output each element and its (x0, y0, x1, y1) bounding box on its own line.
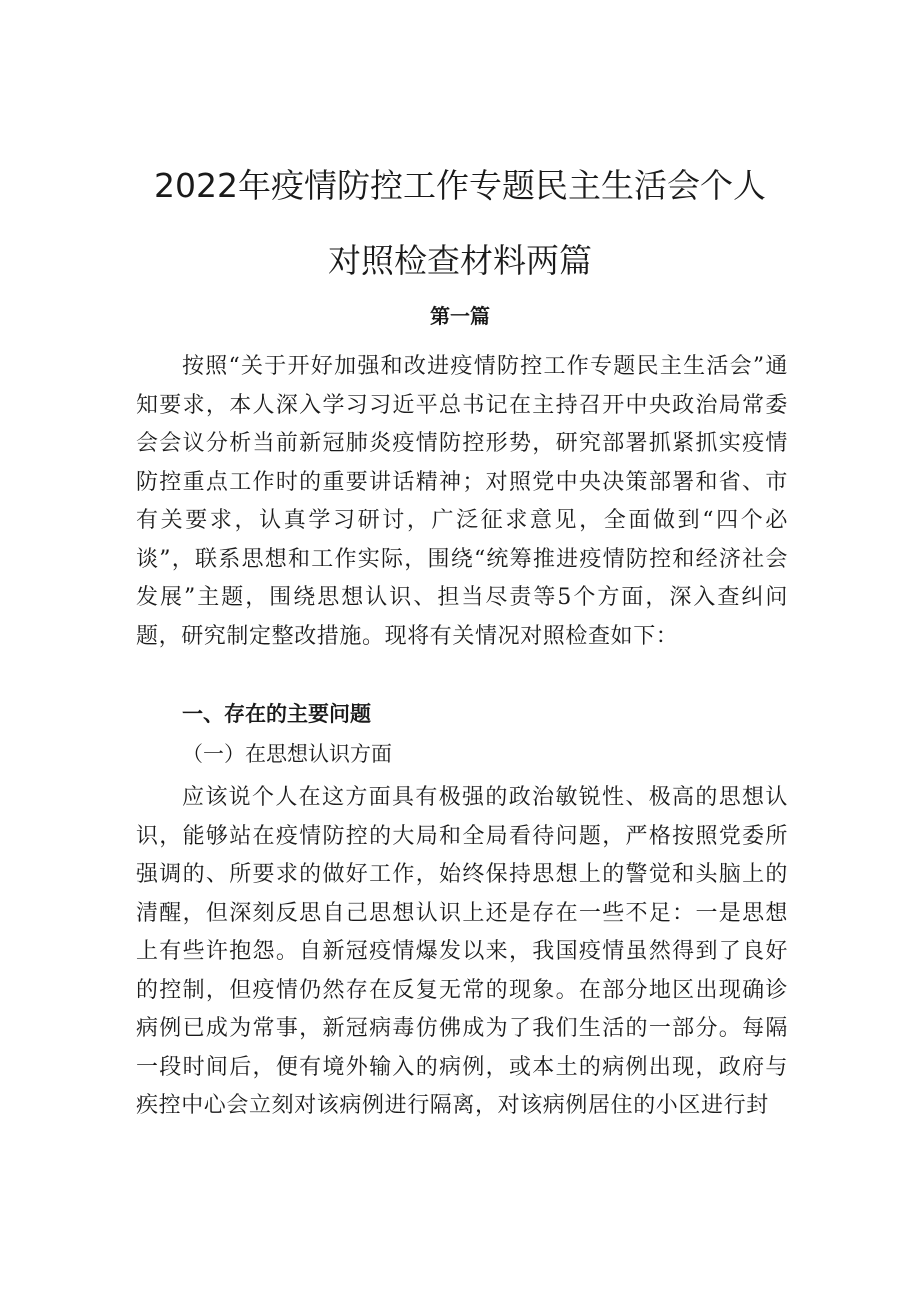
subsection-heading: （一）在思想认识方面 (182, 742, 392, 766)
section-heading: 一、存在的主要问题 (182, 702, 371, 726)
section-subtitle: 第一篇 (430, 304, 490, 328)
document-title-line-2: 对照检查材料两篇 (328, 241, 592, 280)
body-paragraph: 应该说个人在这方面具有极强的政治敏锐性、极高的思想认识，能够站在疫情防控的大局和全局看待问题，严格按照党委所强调的、所要求的做好工作，始终保持思想上的警觉和头脑上的清醒，但深刻反思自己思想认识上还是存在一些不足：一是思想上有些许抱怨。自新冠疫情爆发以来，我国疫情虽然得到了良好的控制，但疫情仍然存在反复无常的现象。在部分地区出现确诊病例已成为常事，新冠病毒仿佛成为了我们生活的一部分。每隔一段时间后，便有境外输入的病例，或本土的病例出现，政府与疾控中心会立刻对该病例进行隔离，对该病例居住的小区进行封 (136, 785, 788, 1118)
document-title-line-1: 2022年疫情防控工作专题民主生活会个人 (154, 166, 766, 205)
intro-paragraph: 按照“关于开好加强和改进疫情防控工作专题民主生活会”通知要求，本人深入学习习近平总书记在主持召开中央政治局常委会会议分析当前新冠肺炎疫情防控形势，研究部署抓紧抓实疫情防控重点工作时的重要讲话精神；对照党中央决策部署和省、市有关要求，认真学习研讨，广泛征求意见，全面做到“四个必谈”，联系思想和工作实际，围绕“统筹推进疫情防控和经济社会发展”主题，围绕思想认识、担当尽责等5个方面，深入查纠问题，研究制定整改措施。现将有关情况对照检查如下： (136, 354, 788, 649)
